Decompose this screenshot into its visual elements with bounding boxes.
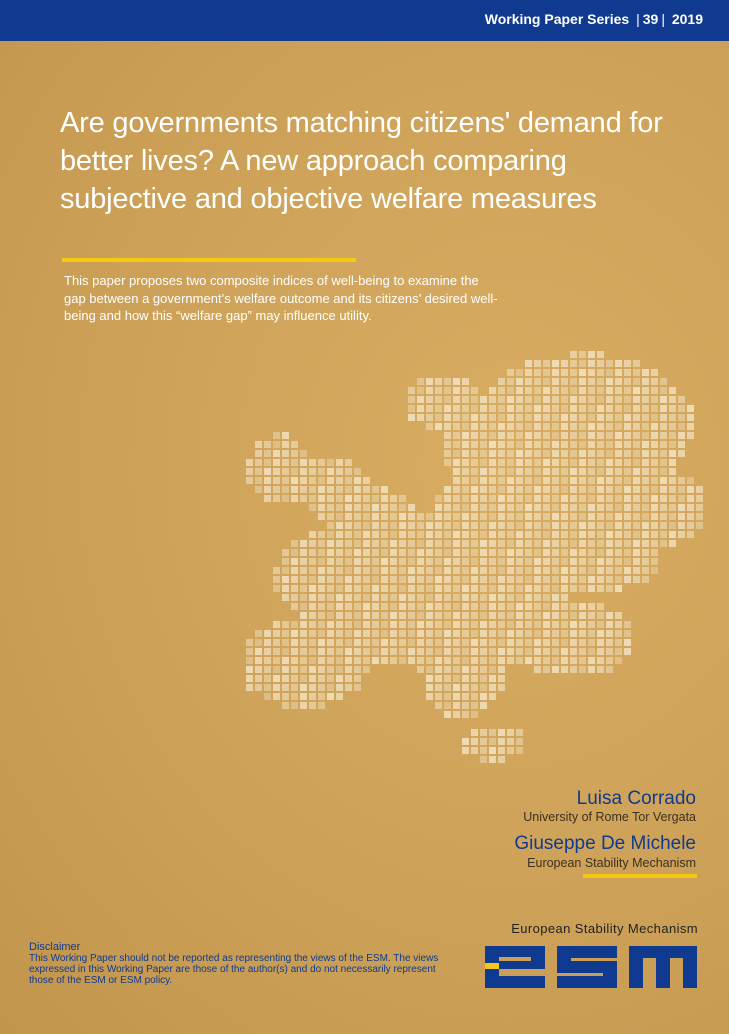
series-info xyxy=(485,11,703,27)
paper-number: 39 xyxy=(642,11,659,27)
author-2-affiliation: European Stability Mechanism xyxy=(527,856,696,870)
paper-title: Are governments matching citizens' demand for better lives? A new approach comparing subjective and objective welfare measures xyxy=(60,107,663,215)
author-underline xyxy=(583,874,697,878)
title-underline xyxy=(62,258,356,262)
series-label: Working Paper Series xyxy=(484,11,630,27)
esm-logo xyxy=(485,944,697,990)
separator: | xyxy=(636,11,640,27)
author-1-affiliation: University of Rome Tor Vergata xyxy=(523,810,696,824)
abstract: This paper proposes two composite indices of well-being to examine the gap between a government’s welfare outcome and its citizens’ desired well-being and how this “welfare gap” may influence utility. xyxy=(64,273,498,323)
author-1-name: Luisa Corrado xyxy=(576,788,696,809)
disclaimer-text: This Working Paper should not be reported as representing the views of the ESM. The views expressed in this Working Paper are those of the author(s) and do not necessarily represent those of the ESM or ESM policy. xyxy=(29,953,439,986)
separator: | xyxy=(661,11,665,27)
author-2-name: Giuseppe De Michele xyxy=(514,833,696,854)
organization-name: European Stability Mechanism xyxy=(511,921,698,936)
paper-year: 2019 xyxy=(671,11,703,27)
disclaimer-title: Disclaimer xyxy=(29,941,81,953)
header-bar xyxy=(0,0,729,41)
disclaimer xyxy=(29,942,459,986)
europe-dot-map xyxy=(240,345,710,765)
